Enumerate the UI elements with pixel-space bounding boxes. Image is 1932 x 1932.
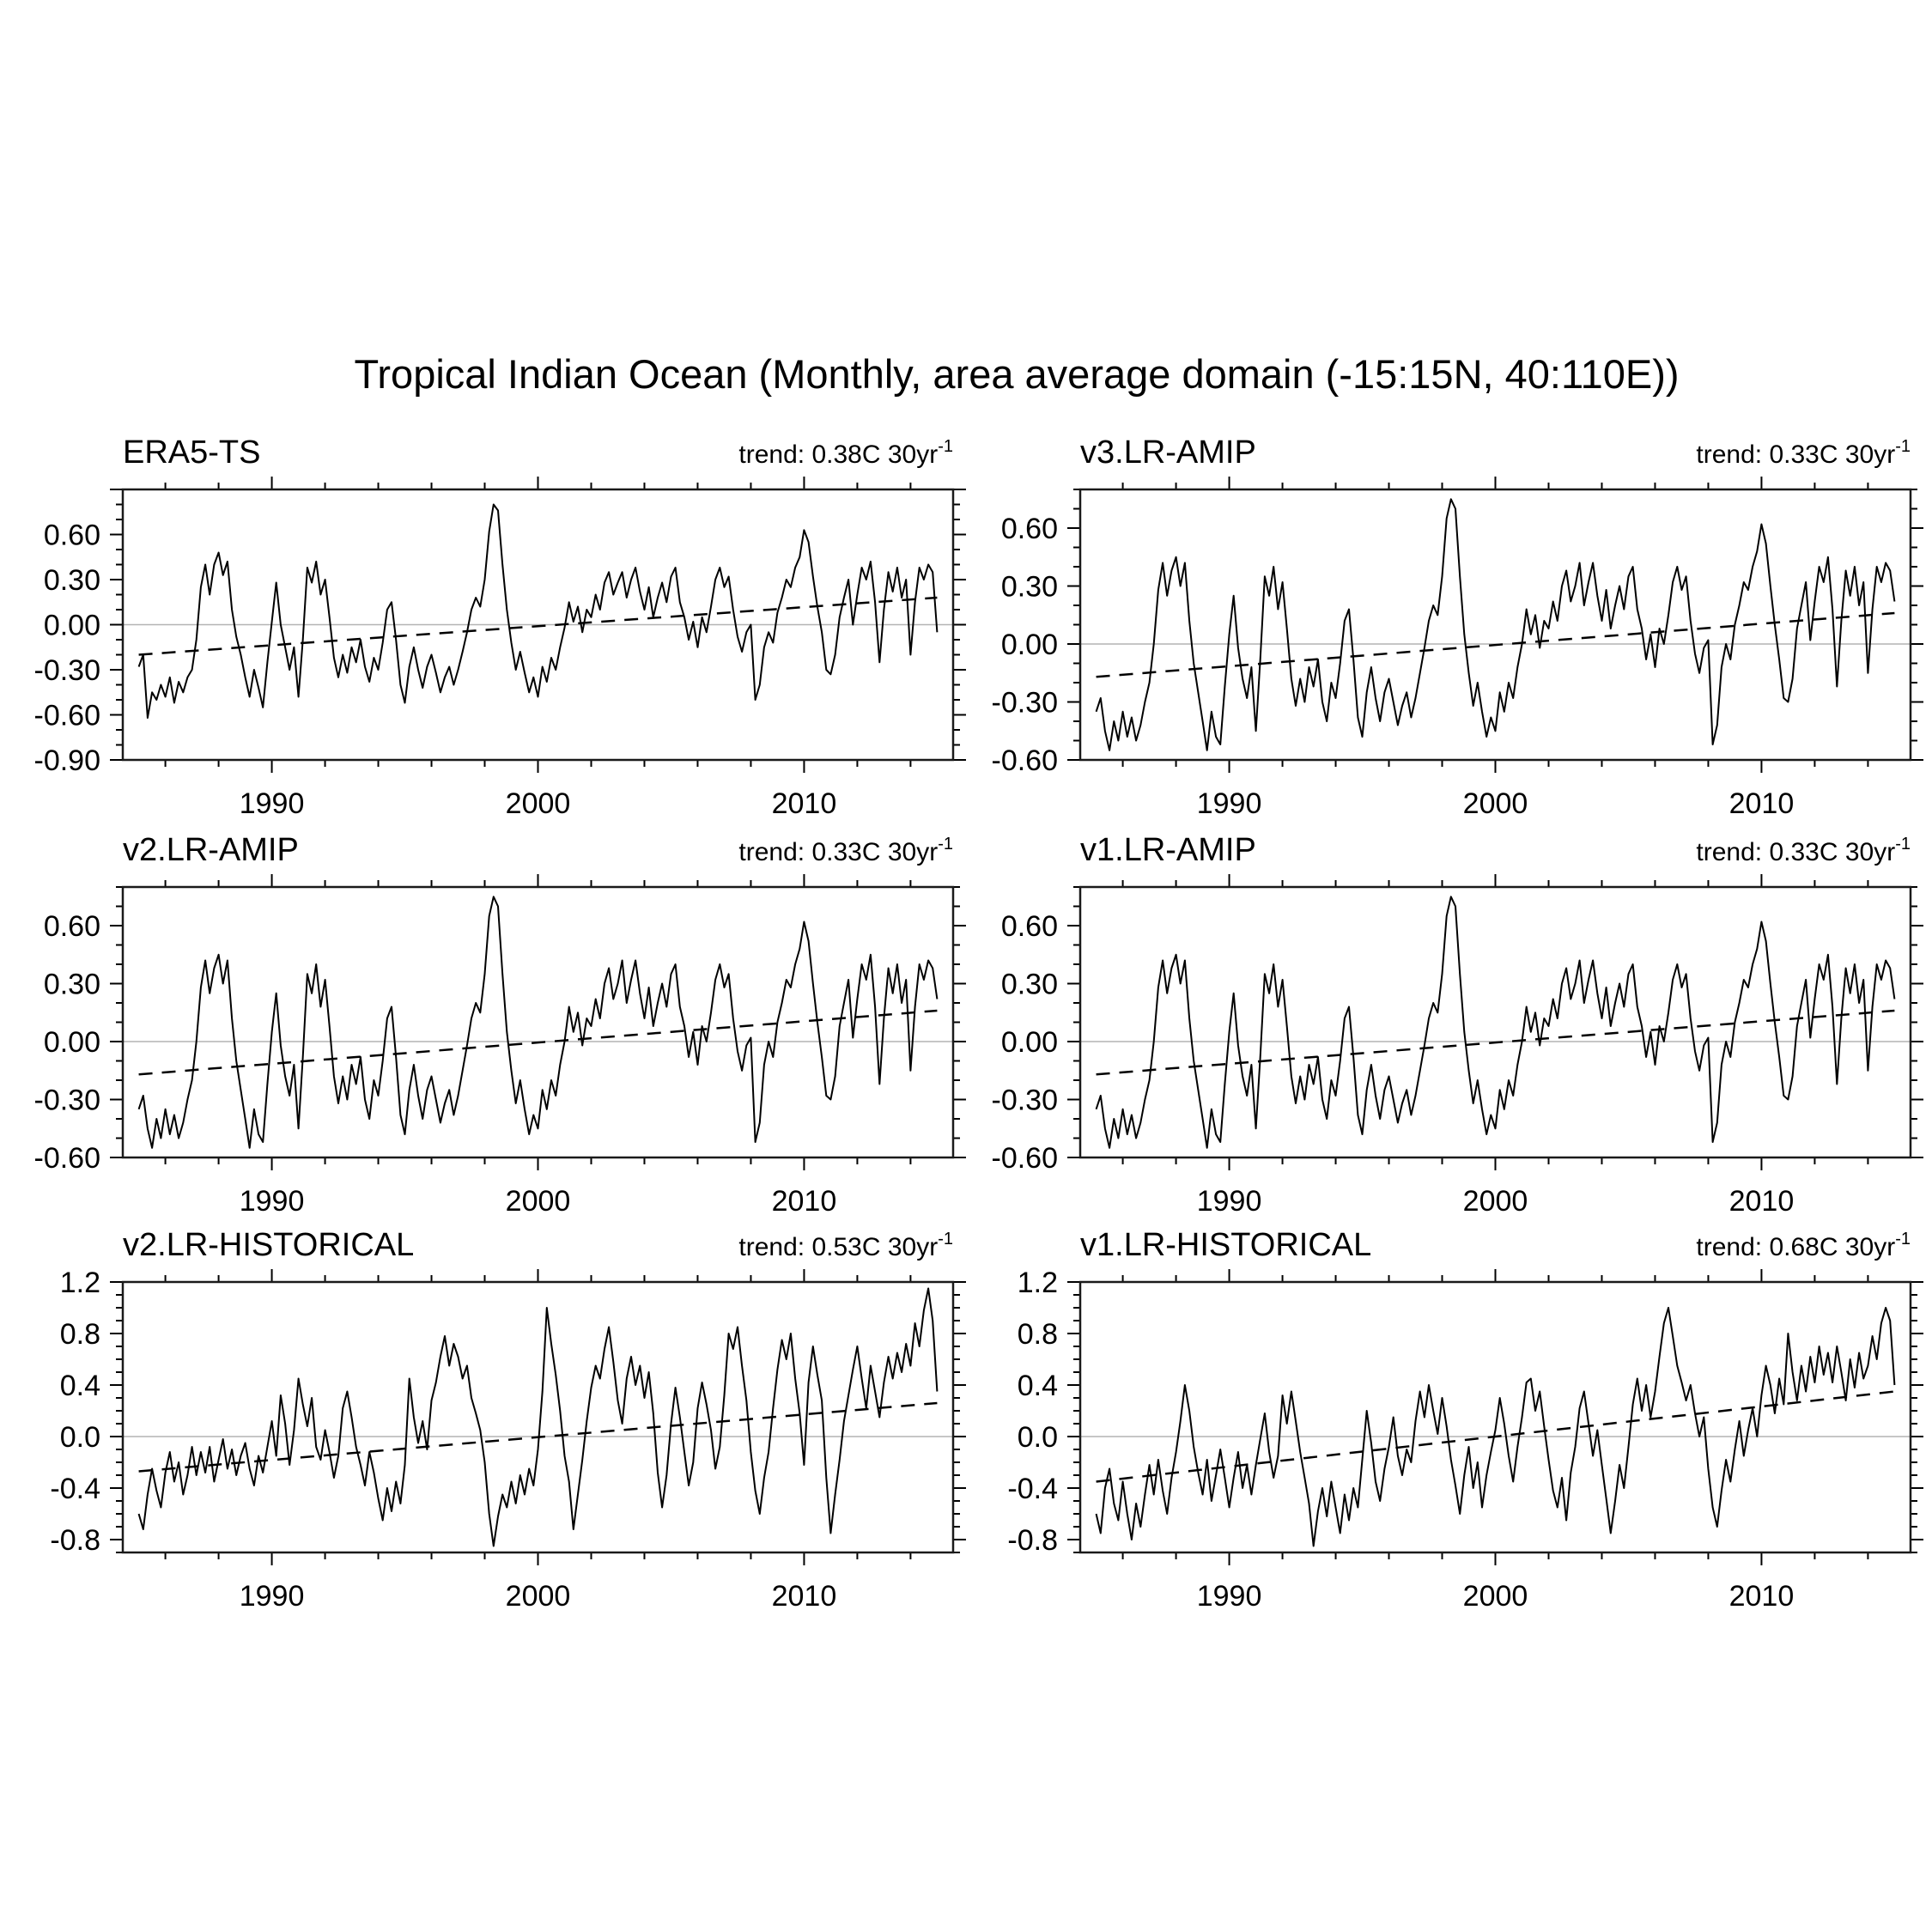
trend-label <box>1696 439 1911 470</box>
panel-header-v1-lr-amip <box>1080 832 1911 877</box>
y-tick-label: 0.00 <box>43 1026 100 1059</box>
axis-frame <box>1080 489 1911 760</box>
y-tick-label: -0.4 <box>1007 1473 1058 1505</box>
trend-label <box>1696 1231 1911 1262</box>
y-tick-label: 0.60 <box>43 910 100 943</box>
y-tick-label: 0.00 <box>1000 629 1058 661</box>
panel-header-v2-lr-amip <box>123 832 953 877</box>
trend-label <box>738 836 953 867</box>
x-tick-label: 1990 <box>1196 1185 1262 1218</box>
trend-label <box>1696 836 1911 867</box>
panel-header-v1-lr-historical <box>1080 1227 1911 1272</box>
x-tick-label: 1990 <box>1196 1580 1262 1613</box>
x-tick-label: 2000 <box>505 787 571 820</box>
y-tick-label: -0.60 <box>33 1142 100 1175</box>
axis-frame <box>1080 887 1911 1157</box>
series-line <box>139 505 938 719</box>
series-line <box>139 1289 938 1546</box>
y-tick-label: 0.8 <box>59 1318 100 1351</box>
x-tick-label: 2010 <box>771 787 837 820</box>
trend-exponent: -1 <box>938 1230 953 1249</box>
x-tick-label: 2000 <box>1462 787 1528 820</box>
y-tick-label: 0.60 <box>43 519 100 552</box>
trend-exponent: -1 <box>1895 437 1911 456</box>
panel-title: v2.LR-HISTORICAL <box>123 1227 415 1263</box>
x-tick-label: 2010 <box>1728 787 1795 820</box>
panel-title: v3.LR-AMIP <box>1080 434 1256 471</box>
y-tick-label: 0.30 <box>43 564 100 597</box>
panel-title: v1.LR-HISTORICAL <box>1080 1227 1372 1263</box>
y-tick-label: 0.0 <box>1017 1421 1058 1454</box>
y-tick-label: -0.60 <box>991 744 1058 777</box>
trend-exponent: -1 <box>1895 1230 1911 1249</box>
trend-text: trend: 0.68C 30yr <box>1696 1233 1896 1261</box>
x-tick-label: 2000 <box>505 1580 571 1613</box>
x-tick-label: 2010 <box>771 1580 837 1613</box>
trend-text: trend: 0.33C 30yr <box>738 838 939 866</box>
x-tick-label: 2000 <box>505 1185 571 1218</box>
x-tick-label: 1990 <box>239 1185 305 1218</box>
x-tick-label: 1990 <box>239 787 305 820</box>
y-tick-label: 0.30 <box>1000 570 1058 604</box>
trend-label <box>738 439 953 470</box>
series-line <box>1097 896 1895 1148</box>
y-tick-label: 0.60 <box>1000 910 1058 943</box>
trend-text: trend: 0.38C 30yr <box>738 440 939 469</box>
x-tick-label: 2000 <box>1462 1580 1528 1613</box>
y-tick-label: -0.4 <box>50 1473 100 1505</box>
y-tick-label: -0.30 <box>33 1084 100 1117</box>
trend-text: trend: 0.33C 30yr <box>1696 440 1896 469</box>
trend-label <box>738 1231 953 1262</box>
y-tick-label: 0.60 <box>1000 513 1058 545</box>
x-tick-label: 2000 <box>1462 1185 1528 1218</box>
series-line <box>139 896 938 1148</box>
series-line <box>1097 499 1895 750</box>
y-tick-label: 0.30 <box>1000 968 1058 1001</box>
trend-exponent: -1 <box>938 835 953 854</box>
x-tick-label: 2010 <box>1728 1185 1795 1218</box>
axis-frame <box>123 887 953 1157</box>
x-tick-label: 2010 <box>771 1185 837 1218</box>
y-tick-label: -0.8 <box>50 1524 100 1557</box>
y-tick-label: -0.60 <box>33 699 100 732</box>
panel-header-era5-ts <box>123 434 953 479</box>
trend-exponent: -1 <box>938 437 953 456</box>
x-tick-label: 1990 <box>1196 787 1262 820</box>
y-tick-label: -0.30 <box>991 1084 1058 1117</box>
panel-header-v2-lr-historical <box>123 1227 953 1272</box>
y-tick-label: -0.60 <box>991 1142 1058 1175</box>
trend-exponent: -1 <box>1895 835 1911 854</box>
y-tick-label: 0.8 <box>1017 1318 1058 1351</box>
y-tick-label: -0.30 <box>991 686 1058 720</box>
panel-header-v3-lr-amip <box>1080 434 1911 479</box>
y-tick-label: -0.30 <box>33 654 100 687</box>
y-tick-label: 1.2 <box>1017 1267 1058 1299</box>
y-tick-label: 0.00 <box>1000 1026 1058 1059</box>
y-tick-label: 0.4 <box>59 1370 100 1402</box>
y-tick-label: -0.90 <box>33 744 100 777</box>
trend-text: trend: 0.53C 30yr <box>738 1233 939 1261</box>
x-tick-label: 2010 <box>1728 1580 1795 1613</box>
y-tick-label: 0.30 <box>43 968 100 1001</box>
panel-title: v2.LR-AMIP <box>123 832 299 868</box>
panel-title: v1.LR-AMIP <box>1080 832 1256 868</box>
axis-frame <box>1080 1282 1911 1552</box>
x-tick-label: 1990 <box>239 1580 305 1613</box>
y-tick-label: 0.0 <box>59 1421 100 1454</box>
series-line <box>1097 1308 1895 1546</box>
figure-title: Tropical Indian Ocean (Monthly, area average domain (-15:15N, 40:110E)) <box>354 351 1680 397</box>
panel-title: ERA5-TS <box>123 434 261 471</box>
y-tick-label: 1.2 <box>59 1267 100 1299</box>
y-tick-label: -0.8 <box>1007 1524 1058 1557</box>
y-tick-label: 0.00 <box>43 609 100 642</box>
trend-text: trend: 0.33C 30yr <box>1696 838 1896 866</box>
y-tick-label: 0.4 <box>1017 1370 1058 1402</box>
